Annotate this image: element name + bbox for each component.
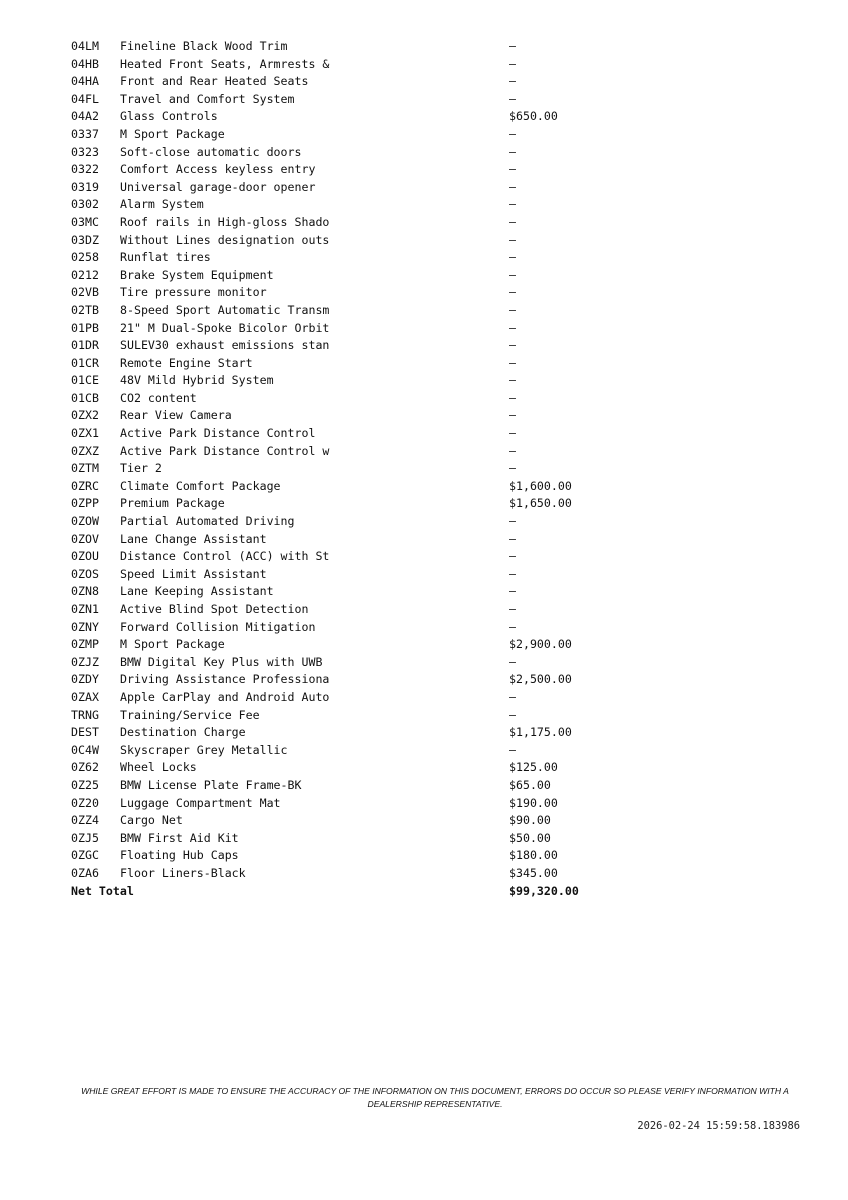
option-price: — (509, 267, 516, 282)
option-price: — (509, 689, 516, 704)
option-description: Skyscraper Grey Metallic (120, 742, 288, 757)
option-price: $1,650.00 (509, 496, 572, 511)
option-row (71, 73, 631, 91)
option-code: 0337 (71, 126, 99, 141)
option-price: — (509, 250, 516, 265)
option-price: $125.00 (509, 760, 558, 775)
option-code: 0ZJZ (71, 654, 99, 669)
option-row (71, 847, 631, 865)
option-description: Brake System Equipment (120, 267, 274, 282)
option-price: — (509, 566, 516, 581)
option-price: — (509, 408, 516, 423)
option-code: 03MC (71, 214, 99, 229)
option-description: Wheel Locks (120, 760, 197, 775)
option-price: — (509, 514, 516, 529)
option-row (71, 795, 631, 813)
option-row (71, 636, 631, 654)
option-row (71, 531, 631, 549)
option-price: — (509, 91, 516, 106)
option-description: BMW First Aid Kit (120, 830, 239, 845)
option-code: 0ZOW (71, 514, 99, 529)
option-row (71, 161, 631, 179)
option-description: Front and Rear Heated Seats (120, 74, 309, 89)
print-timestamp: 2026-02-24 15:59:58.183986 (637, 1120, 800, 1132)
option-code: 04HA (71, 74, 99, 89)
option-description: Floating Hub Caps (120, 848, 239, 863)
net-total-label: Net Total (71, 883, 134, 898)
option-description: Heated Front Seats, Armrests & (120, 56, 330, 71)
option-row (71, 284, 631, 302)
option-description: Comfort Access keyless entry (120, 162, 316, 177)
option-price: — (509, 39, 516, 53)
option-price: $2,500.00 (509, 672, 572, 687)
option-code: 01PB (71, 320, 99, 335)
option-description: Speed Limit Assistant (120, 566, 267, 581)
option-code: 0ZZ4 (71, 813, 99, 828)
option-code: 0ZX1 (71, 426, 99, 441)
option-description: Premium Package (120, 496, 225, 511)
option-code: 0ZJ5 (71, 830, 99, 845)
option-description: Distance Control (ACC) with St (120, 549, 330, 564)
option-description: Apple CarPlay and Android Auto (120, 689, 330, 704)
option-description: BMW Digital Key Plus with UWB (120, 654, 323, 669)
option-price: — (509, 619, 516, 634)
option-row (71, 619, 631, 637)
option-row (71, 495, 631, 513)
option-row (71, 583, 631, 601)
option-row (71, 126, 631, 144)
option-description: Training/Service Fee (120, 707, 260, 722)
option-description: Active Park Distance Control (120, 426, 316, 441)
option-code: 0ZMP (71, 637, 99, 652)
option-code: 04LM (71, 39, 99, 53)
option-row (71, 108, 631, 126)
option-price: — (509, 338, 516, 353)
option-row (71, 302, 631, 320)
option-description: Runflat tires (120, 250, 211, 265)
option-price: — (509, 443, 516, 458)
option-description: 8-Speed Sport Automatic Transm (120, 302, 330, 317)
option-description: Climate Comfort Package (120, 478, 281, 493)
option-description: BMW License Plate Frame-BK (120, 777, 302, 792)
option-code: 0258 (71, 250, 99, 265)
option-code: 0C4W (71, 742, 99, 757)
option-code: 0ZN8 (71, 584, 99, 599)
option-code: 0212 (71, 267, 99, 282)
option-price: $345.00 (509, 865, 558, 880)
option-row (71, 249, 631, 267)
option-description: Luggage Compartment Mat (120, 795, 281, 810)
option-price: — (509, 461, 516, 476)
option-row (71, 654, 631, 672)
option-code: 04HB (71, 56, 99, 71)
option-price: — (509, 285, 516, 300)
option-description: Forward Collision Mitigation (120, 619, 316, 634)
option-description: M Sport Package (120, 637, 225, 652)
option-description: Cargo Net (120, 813, 183, 828)
option-code: 01CE (71, 373, 99, 388)
option-code: TRNG (71, 707, 99, 722)
option-code: 04FL (71, 91, 99, 106)
option-description: Rear View Camera (120, 408, 232, 423)
option-row (71, 460, 631, 478)
option-row (71, 355, 631, 373)
option-code: 01DR (71, 338, 99, 353)
option-code: 0ZOV (71, 531, 99, 546)
option-price: — (509, 320, 516, 335)
option-code: 0Z25 (71, 777, 99, 792)
option-price: — (509, 549, 516, 564)
option-row (71, 144, 631, 162)
option-price: $90.00 (509, 813, 551, 828)
option-price: — (509, 214, 516, 229)
option-code: 02TB (71, 302, 99, 317)
option-description: CO2 content (120, 390, 197, 405)
option-price: — (509, 654, 516, 669)
option-code: 0ZXZ (71, 443, 99, 458)
option-price: — (509, 74, 516, 89)
option-row (71, 56, 631, 74)
option-row (71, 812, 631, 830)
option-row (71, 707, 631, 725)
option-description: Active Blind Spot Detection (120, 602, 309, 616)
option-price: — (509, 390, 516, 405)
option-price: $190.00 (509, 795, 558, 810)
option-code: 0ZGC (71, 848, 99, 863)
option-row (71, 478, 631, 496)
option-row (71, 196, 631, 214)
option-description: Active Park Distance Control w (120, 443, 330, 458)
option-row (71, 91, 631, 109)
option-price: — (509, 602, 516, 616)
option-code: 0ZRC (71, 478, 99, 493)
option-price: — (509, 426, 516, 441)
option-description: Lane Keeping Assistant (120, 584, 274, 599)
option-price: — (509, 232, 516, 247)
option-description: Glass Controls (120, 109, 218, 124)
option-description: Tire pressure monitor (120, 285, 267, 300)
option-description: 48V Mild Hybrid System (120, 373, 274, 388)
option-row (71, 425, 631, 443)
option-row (71, 179, 631, 197)
option-code: 0Z62 (71, 760, 99, 775)
option-rows (71, 38, 631, 883)
option-row (71, 267, 631, 285)
option-price: — (509, 179, 516, 194)
option-row (71, 372, 631, 390)
option-price: — (509, 126, 516, 141)
option-row (71, 337, 631, 355)
option-price: $50.00 (509, 830, 551, 845)
option-description: Destination Charge (120, 725, 246, 740)
option-code: 03DZ (71, 232, 99, 247)
option-description: Soft-close automatic doors (120, 144, 302, 159)
option-description: 21" M Dual-Spoke Bicolor Orbit (120, 320, 330, 335)
option-code: 0ZNY (71, 619, 99, 634)
option-list (71, 38, 631, 900)
option-price: — (509, 56, 516, 71)
option-description: Tier 2 (120, 461, 162, 476)
option-row (71, 830, 631, 848)
option-description: Fineline Black Wood Trim (120, 39, 288, 53)
net-total-row (71, 883, 631, 901)
option-code: 0323 (71, 144, 99, 159)
option-row (71, 320, 631, 338)
option-price: $2,900.00 (509, 637, 572, 652)
option-row (71, 742, 631, 760)
option-row (71, 759, 631, 777)
option-code: 0ZDY (71, 672, 99, 687)
option-price: $180.00 (509, 848, 558, 863)
net-total-value: $99,320.00 (509, 883, 579, 898)
option-code: 0ZOU (71, 549, 99, 564)
option-description: Universal garage-door opener (120, 179, 316, 194)
option-price: — (509, 144, 516, 159)
option-code: 0ZPP (71, 496, 99, 511)
option-description: SULEV30 exhaust emissions stan (120, 338, 330, 353)
option-row (71, 865, 631, 883)
option-code: 0ZTM (71, 461, 99, 476)
option-price: $65.00 (509, 777, 551, 792)
option-code: 0ZA6 (71, 865, 99, 880)
option-row (71, 724, 631, 742)
option-row (71, 689, 631, 707)
option-description: M Sport Package (120, 126, 225, 141)
option-row (71, 38, 631, 56)
option-description: Travel and Comfort System (120, 91, 295, 106)
option-price: — (509, 707, 516, 722)
option-description: Without Lines designation outs (120, 232, 330, 247)
option-row (71, 601, 631, 619)
option-code: 0319 (71, 179, 99, 194)
option-code: 01CB (71, 390, 99, 405)
option-row (71, 671, 631, 689)
option-description: Floor Liners-Black (120, 865, 246, 880)
option-price: — (509, 373, 516, 388)
option-code: 0Z20 (71, 795, 99, 810)
option-code: 0ZN1 (71, 602, 99, 616)
option-code: 02VB (71, 285, 99, 300)
option-price: — (509, 584, 516, 599)
option-description: Roof rails in High-gloss Shado (120, 214, 330, 229)
option-code: 0322 (71, 162, 99, 177)
disclaimer-text: WHILE GREAT EFFORT IS MADE TO ENSURE THE ACCURACY OF THE INFORMATION ON THIS DOCUMENT, ERRORS DO OCCUR SO PLEASE VERIFY INFORMATION WITH A DEALERSHIP REPRESENTATIVE. (81, 1086, 789, 1109)
option-code: 0302 (71, 197, 99, 212)
option-description: Lane Change Assistant (120, 531, 267, 546)
option-price: — (509, 742, 516, 757)
option-row (71, 777, 631, 795)
option-code: 04A2 (71, 109, 99, 124)
option-description: Remote Engine Start (120, 355, 253, 370)
option-row (71, 232, 631, 250)
option-row (71, 407, 631, 425)
option-price: $1,175.00 (509, 725, 572, 740)
option-row (71, 548, 631, 566)
option-price: $1,600.00 (509, 478, 572, 493)
option-price: — (509, 197, 516, 212)
option-description: Partial Automated Driving (120, 514, 295, 529)
option-price: — (509, 302, 516, 317)
option-code: 0ZX2 (71, 408, 99, 423)
option-price: $650.00 (509, 109, 558, 124)
option-price: — (509, 355, 516, 370)
option-row (71, 390, 631, 408)
option-row (71, 214, 631, 232)
option-code: 0ZAX (71, 689, 99, 704)
option-description: Driving Assistance Professiona (120, 672, 330, 687)
option-row (71, 513, 631, 531)
option-row (71, 443, 631, 461)
option-price: — (509, 531, 516, 546)
option-code: 0ZOS (71, 566, 99, 581)
option-code: 01CR (71, 355, 99, 370)
option-row (71, 566, 631, 584)
option-description: Alarm System (120, 197, 204, 212)
option-price: — (509, 162, 516, 177)
option-code: DEST (71, 725, 99, 740)
